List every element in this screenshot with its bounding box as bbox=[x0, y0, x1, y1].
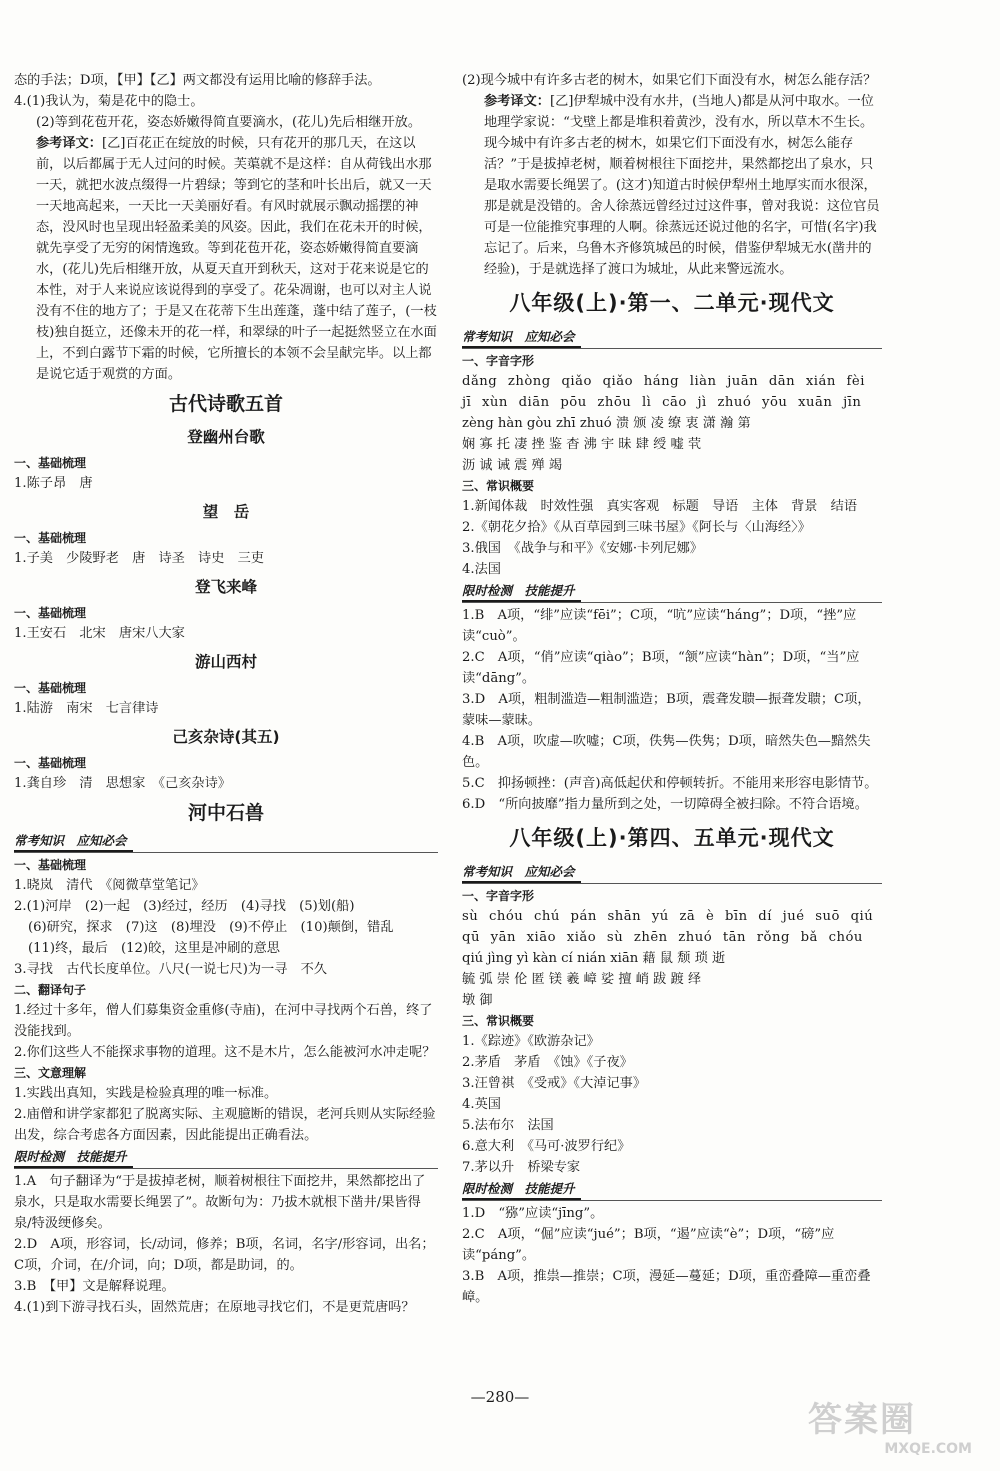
text-line: 1.龚自珍 清 思想家 《己亥杂诗》 bbox=[14, 776, 231, 791]
section-banner bbox=[462, 580, 882, 603]
poem-title: 登飞来峰 bbox=[194, 578, 257, 596]
reference-label: 参考译文： bbox=[36, 136, 102, 151]
text-line: 2.《朝花夕拾》《从百草园到三味书屋》《阿长与〈山海经〉》 bbox=[462, 520, 811, 535]
banner-label: 限时检测 技能提升 bbox=[462, 582, 581, 602]
text-line: 3.B A项，推祟—推崇；C项，漫延—蔓延；D项，重峦叠障—重峦叠嶂。 bbox=[462, 1269, 871, 1305]
section-heading: 一、字音字形 bbox=[462, 354, 535, 368]
text-line: 3.汪曾祺 《受戒》《大淖记事》 bbox=[462, 1076, 647, 1091]
pinyin-line: dǎng zhòng qiǎo qiǎo háng liàn juān dān xián fèi bbox=[462, 374, 865, 389]
text-line: 4.(1)到下游寻找石头，固然荒唐；在原地寻找它们，不是更荒唐吗？ bbox=[14, 1300, 415, 1315]
text-line: 2.D A项，形容词，长/动词，修养；B项，名词，名字/形容词，出名；C项，介词，在/介词，向；D项，都是助词，的。 bbox=[14, 1237, 435, 1273]
text-line: 2.(1)河岸 (2)一起 (3)经过，经历 (4)寻找 (5)划(船) bbox=[14, 899, 355, 914]
section-banner bbox=[14, 1146, 438, 1169]
text-line: 2.C A项，“俏”应读“qiào”；B项，“颔”应读“hàn”；D项，“当”应读“dāng”。 bbox=[462, 650, 860, 686]
text-line: 1.新闻体裁 时效性强 真实客观 标题 导语 主体 背景 结语 bbox=[462, 499, 858, 514]
section-banner bbox=[14, 830, 438, 853]
section-heading: 一、基础梳理 bbox=[14, 858, 87, 872]
poem-title: 登幽州台歌 bbox=[187, 428, 265, 446]
banner-label: 限时检测 技能提升 bbox=[14, 1148, 133, 1168]
reference-translation bbox=[462, 91, 882, 280]
section-heading: 三、文意理解 bbox=[14, 1066, 87, 1080]
text-line: 3.B 【甲】文是解释说理。 bbox=[14, 1279, 175, 1294]
text-line: 4.法国 bbox=[462, 562, 501, 577]
watermark-text: 答案圈 bbox=[808, 1400, 916, 1440]
pinyin-line: jī xùn diān pōu zhōu lì cāo jì zhuó yōu xuān jīn bbox=[462, 395, 862, 410]
answer-line: (11)终，最后 (12)皎，这里是冲刷的意思 bbox=[28, 941, 280, 956]
left-column bbox=[14, 70, 438, 1318]
section-heading: 三、常识概要 bbox=[462, 1014, 535, 1028]
watermark-logo bbox=[808, 1400, 978, 1462]
poem-title: 望 岳 bbox=[202, 503, 250, 521]
unit-title: 八年级(上)·第四、五单元·现代文 bbox=[509, 826, 835, 850]
reference-text: [乙]伊犁城中没有水井，(当地人)都是从河中取水。一位地理学家说：“戈壁上都是堆积着黄沙，没有水，所以草木不生长。现今城中有许多古老的树木，如果它们下面没有水，树怎么能存活？”于是拔掉老树，顺着树根往下面挖井，果然都挖出了泉水，只是取水需要长绳罢了。(这才)知道古时候伊犁州土地厚实而水很深，那是就是没错的。舍人徐蒸远曾经过过这件事，曾对我说：这位官员可是一位能推究事理的人啊。徐蒸远还说过他的名字，可惜(名字)我忘记了。后来，乌鲁木齐修筑城邑的时候，借鉴伊犁城无水(凿井的经验)，于是就选择了渡口为城址，从此来警远流水。 bbox=[484, 94, 880, 277]
text-line: 7.茅以升 桥梁专家 bbox=[462, 1160, 581, 1175]
text-line: 2.茅盾 茅盾 《蚀》《子夜》 bbox=[462, 1055, 633, 1070]
page-number: —280— bbox=[470, 1388, 530, 1406]
section-banner bbox=[462, 1178, 882, 1201]
text-line: 2.庙僧和讲学家都犯了脱离实际、主观臆断的错误，老河兵则从实际经验出发，综合考虑各方面因素，因此能提出正确看法。 bbox=[14, 1107, 436, 1143]
text-line: (2)现今城中有许多古老的树木，如果它们下面没有水，树怎么能存活？ bbox=[462, 73, 877, 88]
pinyin-line: qū yān xiāo xiǎo sù zhēn zhuó tān rǒng bǎ chóu bbox=[462, 930, 863, 945]
text-line: 5.C 抑扬顿挫：(声音)高低起伏和停顿转折。不能用来形容电影情节。 bbox=[462, 776, 878, 791]
text-line: 毓 弧 崇 伦 匿 镁 羲 嶂 娑 擅 峭 跋 踱 绎 bbox=[462, 972, 702, 987]
lesson-title: 古代诗歌五首 bbox=[168, 393, 283, 415]
watermark-url: MXQE.COM bbox=[884, 1441, 972, 1457]
section-heading: 一、字音字形 bbox=[462, 889, 535, 903]
unit-title: 八年级(上)·第一、二单元·现代文 bbox=[509, 291, 835, 315]
text-line: 3.俄国 《战争与和平》《安娜·卡列尼娜》 bbox=[462, 541, 703, 556]
text-line: 沥 诚 诫 震 殚 竭 bbox=[462, 458, 563, 473]
banner-label: 常考知识 应知必会 bbox=[14, 832, 133, 852]
section-heading: 二、翻译句子 bbox=[14, 983, 87, 997]
section-heading: 一、基础梳理 bbox=[14, 681, 87, 695]
reference-label: 参考译文： bbox=[484, 94, 550, 109]
section-heading: 一、基础梳理 bbox=[14, 606, 87, 620]
banner-label: 常考知识 应知必会 bbox=[462, 328, 581, 348]
text-line: 1.B A项，“绯”应读“fēi”；C项，“吭”应读“háng”；D项，“挫”应读“cuò”。 bbox=[462, 608, 857, 644]
section-heading: 一、基础梳理 bbox=[14, 531, 87, 545]
text-line: 6.D “所向披靡”指力量所到之处，一切障碍全被扫除。不符合语境。 bbox=[462, 797, 868, 812]
text-line: zèng hàn gòu zhī zhuó 溃 颁 凌 缭 衷 潇 瀚 第 bbox=[462, 416, 751, 431]
text-line: 1.实践出真知，实践是检验真理的唯一标准。 bbox=[14, 1086, 278, 1101]
section-heading: 一、基础梳理 bbox=[14, 756, 87, 770]
text-line: 1.D “猕”应读“jīng”。 bbox=[462, 1206, 604, 1221]
text-line: 4.(1)我认为，菊是花中的隐士。 bbox=[14, 94, 204, 109]
text-line: 1.陆游 南宋 七言律诗 bbox=[14, 701, 159, 716]
section-banner bbox=[462, 326, 882, 349]
text-line: 2.C A项，“倔”应读“jué”；B项，“遏”应读“è”；D项，“磅”应读“páng”。 bbox=[462, 1227, 835, 1263]
text-line: 1.A 句子翻译为“于是拔掉老树，顺着树根往下面挖井，果然都挖出了泉水，只是取水需要长绳罢了”。故断句为：乃拔木就根下凿井/果皆得泉/特汲绠修矣。 bbox=[14, 1174, 426, 1231]
section-heading: 一、基础梳理 bbox=[14, 456, 87, 470]
reference-text: [乙]百花正在绽放的时候，只有花开的那几天，在这以前，以后都属于无人过问的时候。芙蕖就不是这样：自从荷钱出水那一天，就把水波点缀得一片碧绿；等到它的茎和叶长出后，就又一天一天地高起来，一天比一天美丽好看。有风时就展示飘动摇摆的神态，没风时也呈现出轻盈柔美的风姿。因此，我们在花未开的时候，就先享受了无穷的闲情逸致。等到花苞开花，姿态娇嫩得简直要滴水，(花儿)先后相继开放，从夏天直开到秋天，这对于花来说是它的本性，对于人来说应该说得到的享受了。花朵凋谢，也可以对主人说没有不住的地方了；于是又在花蒂下生出莲蓬，蓬中结了莲子，(一枝枝)独自挺立，还像未开的花一样，和翠绿的叶子一起挺然竖立在水面上，不到白露节下霜的时候，它所擅长的本领不会呈献完毕。以上都是说它适于观赏的方面。 bbox=[36, 136, 437, 382]
text-line: 1.王安石 北宋 唐宋八大家 bbox=[14, 626, 185, 641]
banner-label: 限时检测 技能提升 bbox=[462, 1180, 581, 1200]
text-line: 娴 寡 托 凄 挫 鉴 杳 沸 宇 昧 肆 绶 嘘 茕 bbox=[462, 437, 702, 452]
answer-line: (2)等到花苞开花，姿态娇嫩得简直要滴水，(花儿)先后相继开放。 bbox=[36, 115, 422, 130]
text-line: 3.寻找 古代长度单位。八尺(一说七尺)为一寻 不久 bbox=[14, 962, 327, 977]
text-line: 5.法布尔 法国 bbox=[462, 1118, 554, 1133]
text-line: 4.B A项，吹虚—吹嘘；C项，佚隽—佚隽；D项，暗然失色—黯然失色。 bbox=[462, 734, 871, 770]
text-line: 6.意大利 《马可·波罗行纪》 bbox=[462, 1139, 631, 1154]
section-banner bbox=[462, 861, 882, 884]
banner-label: 常考知识 应知必会 bbox=[462, 863, 581, 883]
text-line: 1.《踪迹》《欧游杂记》 bbox=[462, 1034, 600, 1049]
text-line: qiú jìng yì kàn cí nián xiān 藉 鼠 颓 琐 逝 bbox=[462, 951, 726, 966]
text-line: 墩 御 bbox=[462, 993, 493, 1008]
text-line: 4.英国 bbox=[462, 1097, 501, 1112]
poem-title: 游山西村 bbox=[194, 653, 257, 671]
text-line: 1.子美 少陵野老 唐 诗圣 诗史 三吏 bbox=[14, 551, 264, 566]
text-line: 1.经过十多年，僧人们募集资金重修(寺庙)，在河中寻找两个石兽，终了没能找到。 bbox=[14, 1003, 433, 1039]
text-line: 2.你们这些人不能探求事物的道理。这不是木片，怎么能被河水冲走呢？ bbox=[14, 1045, 436, 1060]
text-line: 1.晓岚 清代 《阅微草堂笔记》 bbox=[14, 878, 205, 893]
reference-translation bbox=[14, 133, 438, 385]
text-line: 1.陈子昂 唐 bbox=[14, 476, 93, 491]
lesson-title: 河中石兽 bbox=[187, 802, 264, 824]
right-column bbox=[462, 70, 882, 1308]
pinyin-line: sù chóu chú pán shān yú zā è bīn dí jué suō qiú bbox=[462, 909, 874, 924]
text-line: 3.D A项，粗制滥造—粗制滥造；B项，震聋发聩—振聋发聩；C项，蒙味—蒙昧。 bbox=[462, 692, 871, 728]
answer-line: (6)研究，探求 (7)这 (8)埋没 (9)不停止 (10)颠倒，错乱 bbox=[28, 920, 394, 935]
poem-title: 己亥杂诗(其五) bbox=[172, 728, 280, 746]
text-line: 态的手法；D项，【甲】【乙】两文都没有运用比喻的修辞手法。 bbox=[14, 73, 381, 88]
section-heading: 三、常识概要 bbox=[462, 479, 535, 493]
